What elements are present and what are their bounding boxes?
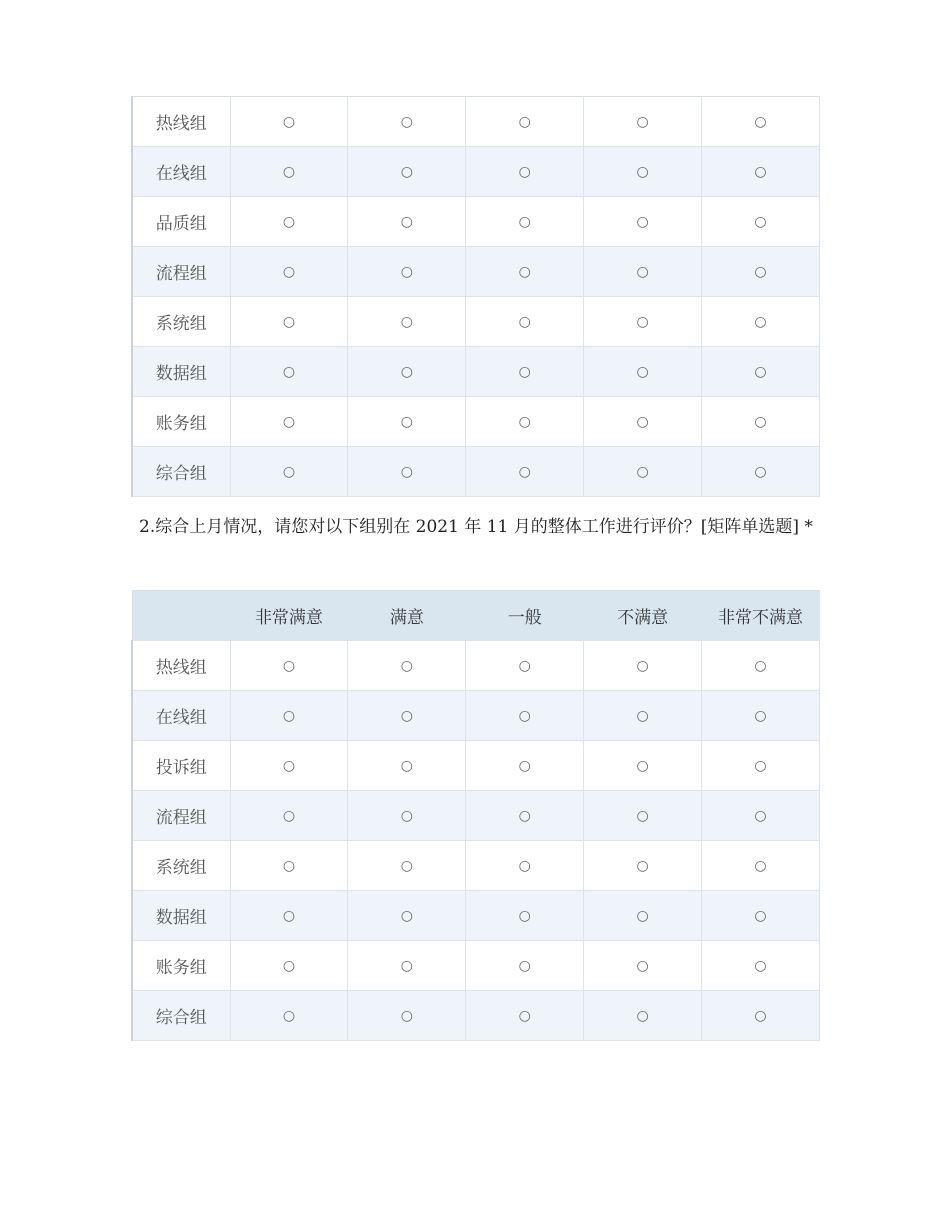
column-header: 非常不满意: [702, 591, 820, 641]
table-row: [132, 641, 820, 691]
row-label: 系统组: [132, 841, 230, 891]
radio-option[interactable]: ○: [230, 97, 348, 147]
row-label: 系统组: [132, 297, 230, 347]
radio-option[interactable]: ○: [702, 941, 820, 991]
radio-option[interactable]: ○: [702, 691, 820, 741]
radio-option[interactable]: ○: [230, 297, 348, 347]
radio-option[interactable]: ○: [702, 197, 820, 247]
radio-option[interactable]: ○: [348, 97, 466, 147]
table-row: [132, 97, 820, 147]
radio-option[interactable]: ○: [466, 991, 584, 1041]
table-row: [132, 397, 820, 447]
radio-option[interactable]: ○: [348, 397, 466, 447]
radio-option[interactable]: ○: [230, 197, 348, 247]
table-row: [132, 841, 820, 891]
radio-option[interactable]: ○: [702, 397, 820, 447]
table-row: [132, 447, 820, 497]
radio-option[interactable]: ○: [584, 297, 702, 347]
row-label: 数据组: [132, 347, 230, 397]
column-header: 满意: [348, 591, 466, 641]
radio-option[interactable]: ○: [584, 147, 702, 197]
radio-option[interactable]: ○: [348, 991, 466, 1041]
radio-option[interactable]: ○: [584, 347, 702, 397]
radio-option[interactable]: ○: [348, 641, 466, 691]
radio-option[interactable]: ○: [584, 791, 702, 841]
rating-matrix-q2: [131, 590, 820, 1041]
radio-option[interactable]: ○: [348, 741, 466, 791]
radio-option[interactable]: ○: [348, 447, 466, 497]
radio-option[interactable]: ○: [702, 347, 820, 397]
radio-option[interactable]: ○: [466, 447, 584, 497]
radio-option[interactable]: ○: [702, 247, 820, 297]
matrix-body: [132, 641, 820, 1041]
rating-matrix-continued: [131, 96, 820, 497]
column-header: 一般: [466, 591, 584, 641]
radio-option[interactable]: ○: [230, 247, 348, 297]
radio-option[interactable]: ○: [466, 841, 584, 891]
table-row: [132, 247, 820, 297]
radio-option[interactable]: ○: [466, 347, 584, 397]
question-2-title: 2.综合上月情况，请您对以下组别在 2021 年 11 月的整体工作进行评价？[矩阵单选题] *: [139, 517, 813, 537]
radio-option[interactable]: ○: [466, 791, 584, 841]
radio-option[interactable]: ○: [230, 397, 348, 447]
radio-option[interactable]: ○: [584, 891, 702, 941]
radio-option[interactable]: ○: [702, 447, 820, 497]
radio-option[interactable]: ○: [230, 741, 348, 791]
table-row: [132, 347, 820, 397]
radio-option[interactable]: ○: [230, 841, 348, 891]
radio-option[interactable]: ○: [702, 97, 820, 147]
radio-option[interactable]: ○: [702, 841, 820, 891]
radio-option[interactable]: ○: [584, 941, 702, 991]
radio-option[interactable]: ○: [230, 791, 348, 841]
row-label: 流程组: [132, 247, 230, 297]
radio-option[interactable]: ○: [348, 891, 466, 941]
radio-option[interactable]: ○: [230, 641, 348, 691]
radio-option[interactable]: ○: [466, 197, 584, 247]
matrix-header-row: [132, 591, 820, 641]
radio-option[interactable]: ○: [466, 691, 584, 741]
radio-option[interactable]: ○: [348, 297, 466, 347]
radio-option[interactable]: ○: [230, 347, 348, 397]
radio-option[interactable]: ○: [584, 991, 702, 1041]
table-row: [132, 691, 820, 741]
row-label: 综合组: [132, 447, 230, 497]
row-label: 在线组: [132, 691, 230, 741]
row-label: 账务组: [132, 941, 230, 991]
radio-option[interactable]: ○: [466, 641, 584, 691]
radio-option[interactable]: ○: [230, 691, 348, 741]
row-label: 数据组: [132, 891, 230, 941]
radio-option[interactable]: ○: [348, 347, 466, 397]
radio-option[interactable]: ○: [348, 841, 466, 891]
radio-option[interactable]: ○: [466, 941, 584, 991]
table-row: [132, 741, 820, 791]
radio-option[interactable]: ○: [230, 447, 348, 497]
radio-option[interactable]: ○: [702, 991, 820, 1041]
radio-option[interactable]: ○: [466, 247, 584, 297]
radio-option[interactable]: ○: [702, 741, 820, 791]
radio-option[interactable]: ○: [702, 297, 820, 347]
radio-option[interactable]: ○: [348, 791, 466, 841]
table-row: [132, 991, 820, 1041]
radio-option[interactable]: ○: [348, 247, 466, 297]
radio-option[interactable]: ○: [702, 891, 820, 941]
row-label: 流程组: [132, 791, 230, 841]
row-label: 品质组: [132, 197, 230, 247]
radio-option[interactable]: ○: [230, 941, 348, 991]
table-row: [132, 147, 820, 197]
radio-option[interactable]: ○: [466, 741, 584, 791]
radio-option[interactable]: ○: [702, 791, 820, 841]
radio-option[interactable]: ○: [466, 891, 584, 941]
row-label: 在线组: [132, 147, 230, 197]
row-label: 热线组: [132, 641, 230, 691]
radio-option[interactable]: ○: [584, 197, 702, 247]
radio-option[interactable]: ○: [466, 397, 584, 447]
radio-option[interactable]: ○: [348, 197, 466, 247]
radio-option[interactable]: ○: [584, 247, 702, 297]
radio-option[interactable]: ○: [584, 97, 702, 147]
radio-option[interactable]: ○: [702, 641, 820, 691]
radio-option[interactable]: ○: [466, 297, 584, 347]
radio-option[interactable]: ○: [466, 147, 584, 197]
header-corner: [132, 591, 230, 641]
column-header: 非常满意: [230, 591, 348, 641]
table-row: [132, 791, 820, 841]
radio-option[interactable]: ○: [584, 691, 702, 741]
radio-option[interactable]: ○: [466, 97, 584, 147]
radio-option[interactable]: ○: [348, 941, 466, 991]
row-label: 热线组: [132, 97, 230, 147]
matrix-body: [132, 97, 820, 497]
row-label: 账务组: [132, 397, 230, 447]
column-header: 不满意: [584, 591, 702, 641]
radio-option[interactable]: ○: [584, 447, 702, 497]
table-row: [132, 297, 820, 347]
radio-option[interactable]: ○: [230, 147, 348, 197]
table-row: [132, 197, 820, 247]
radio-option[interactable]: ○: [584, 841, 702, 891]
radio-option[interactable]: ○: [348, 147, 466, 197]
radio-option[interactable]: ○: [584, 397, 702, 447]
row-label: 投诉组: [132, 741, 230, 791]
table-row: [132, 941, 820, 991]
radio-option[interactable]: ○: [584, 641, 702, 691]
radio-option[interactable]: ○: [230, 891, 348, 941]
radio-option[interactable]: ○: [348, 691, 466, 741]
radio-option[interactable]: ○: [584, 741, 702, 791]
row-label: 综合组: [132, 991, 230, 1041]
table-row: [132, 891, 820, 941]
radio-option[interactable]: ○: [702, 147, 820, 197]
radio-option[interactable]: ○: [230, 991, 348, 1041]
